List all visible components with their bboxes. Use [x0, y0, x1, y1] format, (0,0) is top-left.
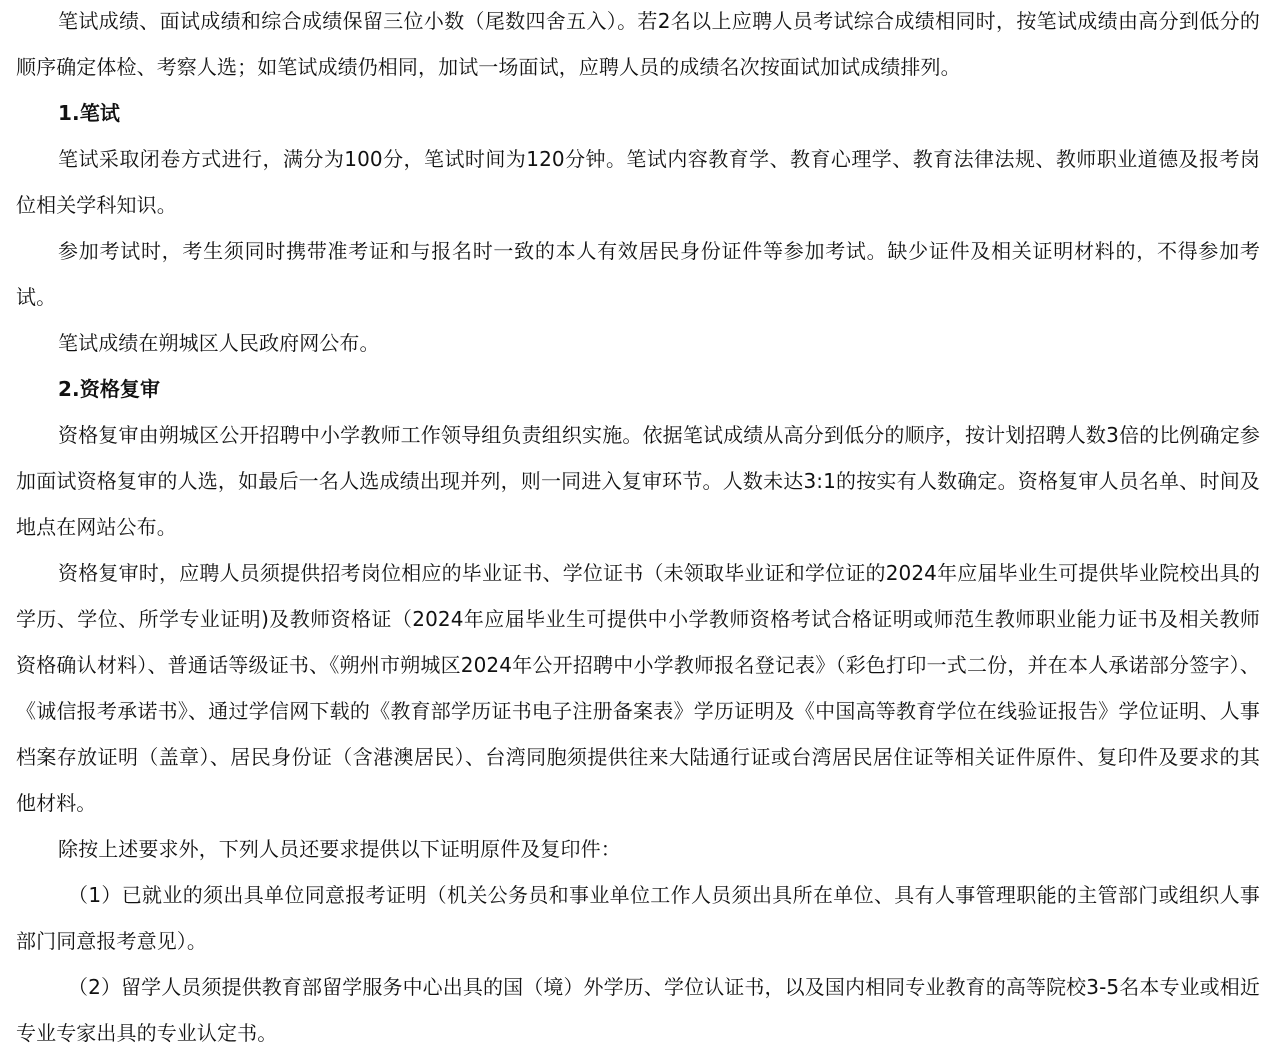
list-item-employed: （1）已就业的须出具单位同意报考证明（机关公务员和事业单位工作人员须出具所在单位、具有人事管理职能的主管部门或组织人事部门同意报考意见）。: [16, 883, 1260, 953]
paragraph-written-exam-format: 笔试采取闭卷方式进行，满分为100分，笔试时间为120分钟。笔试内容教育学、教育心理学、教育法律法规、教师职业道德及报考岗位相关学科知识。: [16, 147, 1260, 217]
heading-qualification-review: 2.资格复审: [58, 377, 161, 401]
paragraph-additional-requirements: 除按上述要求外，下列人员还要求提供以下证明原件及复印件：: [58, 837, 621, 861]
paragraph-review-organization: 资格复审由朔城区公开招聘中小学教师工作领导组负责组织实施。依据笔试成绩从高分到低分的顺序，按计划招聘人数3倍的比例确定参加面试资格复审的人选，如最后一名人选成绩出现并列，则一同进入复审环节。人数未达3:1的按实有人数确定。资格复审人员名单、时间及地点在网站公布。: [16, 423, 1260, 539]
paragraph-scores-rounding: 笔试成绩、面试成绩和综合成绩保留三位小数（尾数四舍五入）。若2名以上应聘人员考试综合成绩相同时，按笔试成绩由高分到低分的顺序确定体检、考察人选；如笔试成绩仍相同，加试一场面试，应聘人员的成绩名次按面试加试成绩排列。: [16, 9, 1260, 79]
paragraph-exam-documents: 参加考试时，考生须同时携带准考证和与报名时一致的本人有效居民身份证件等参加考试。缺少证件及相关证明材料的，不得参加考试。: [16, 239, 1260, 309]
paragraph-review-materials: 资格复审时，应聘人员须提供招考岗位相应的毕业证书、学位证书（未领取毕业证和学位证的2024年应届毕业生可提供毕业院校出具的学历、学位、所学专业证明)及教师资格证（2024年应届毕业生可提供中小学教师资格考试合格证明或师范生教师职业能力证书及相关教师资格确认材料）、普通话等级证书、《朔州市朔城区2024年公开招聘中小学教师报名登记表》（彩色打印一式二份，并在本人承诺部分签字）、《诚信报考承诺书》、通过学信网下载的《教育部学历证书电子注册备案表》学历证明及《中国高等教育学位在线验证报告》学位证明、人事档案存放证明（盖章）、居民身份证（含港澳居民）、台湾同胞须提供往来大陆通行证或台湾居民居住证等相关证件原件、复印件及要求的其他材料。: [16, 561, 1260, 815]
list-item-overseas: （2）留学人员须提供教育部留学服务中心出具的国（境）外学历、学位认证书，以及国内相同专业教育的高等院校3-5名本专业或相近专业专家出具的专业认定书。: [16, 975, 1260, 1045]
paragraph-written-results: 笔试成绩在朔城区人民政府网公布。: [58, 331, 380, 355]
heading-written-exam: 1.笔试: [58, 101, 120, 125]
